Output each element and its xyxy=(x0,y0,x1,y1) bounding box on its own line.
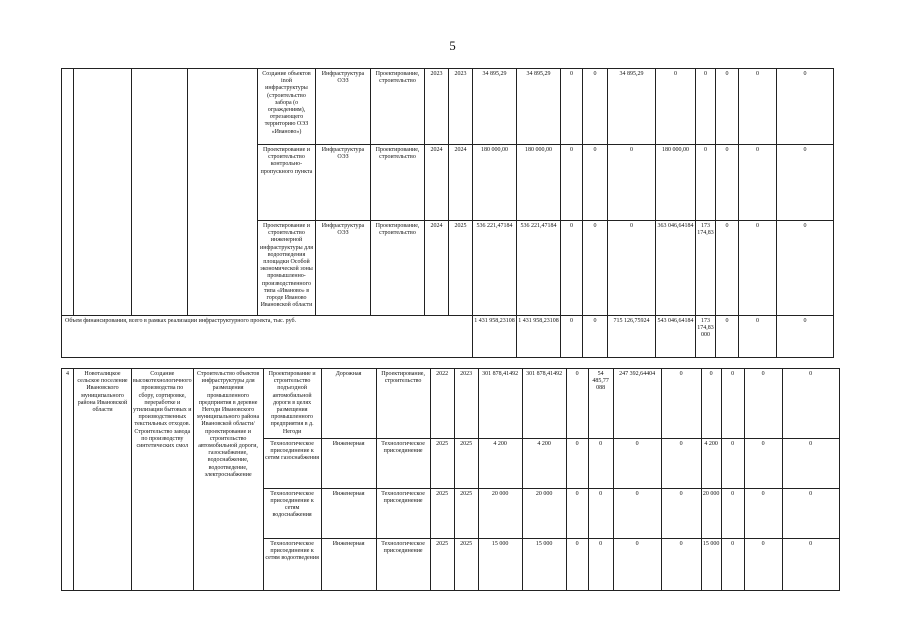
work-cell: Проектирование, строительство xyxy=(371,69,425,145)
value-cell: 0 xyxy=(656,69,696,145)
value-cell: 0 xyxy=(696,69,716,145)
value-cell: 0 xyxy=(716,221,739,316)
value-cell: 34 895,29 xyxy=(608,69,656,145)
value-cell: 0 xyxy=(777,145,834,221)
value-cell: 0 xyxy=(613,488,661,538)
value-cell: 20 000 xyxy=(478,488,522,538)
value-cell: 4 200 xyxy=(522,438,566,488)
value-cell: 0 xyxy=(583,316,608,358)
value-cell: 536 221,47184 xyxy=(473,221,517,316)
value-cell: 20 000 xyxy=(522,488,566,538)
page-number: 5 xyxy=(449,38,456,53)
value-cell: 15 000 xyxy=(522,538,566,590)
value-cell: 0 xyxy=(782,438,839,488)
value-cell: 0 xyxy=(716,69,739,145)
year-end-cell: 2025 xyxy=(454,538,478,590)
value-cell: 0 xyxy=(716,316,739,358)
value-cell: 180 000,00 xyxy=(517,145,561,221)
object-cell: Технологическое присоединение к сетям водоотведения xyxy=(263,538,321,590)
value-cell: 0 xyxy=(696,145,716,221)
year-start-cell: 2023 xyxy=(425,69,449,145)
num-cell xyxy=(62,69,74,316)
value-cell: 0 xyxy=(661,438,701,488)
project-cell: Создание высокотехнологичного производства по сбору, сортировке, переработке и утилизации бытовых и производственных текстильных отходов. Строительство завода по производству синтетических смол xyxy=(132,369,194,591)
value-cell: 0 xyxy=(583,221,608,316)
value-cell: 0 xyxy=(782,488,839,538)
municipality-cell xyxy=(74,69,132,316)
value-cell: 0 xyxy=(561,69,583,145)
type-cell: Инфраструктура ОЭЗ xyxy=(316,221,371,316)
value-cell: 0 xyxy=(777,221,834,316)
value-cell: 0 xyxy=(608,145,656,221)
value-cell: 0 xyxy=(613,438,661,488)
year-end-cell: 2023 xyxy=(449,69,473,145)
value-cell: 0 xyxy=(661,488,701,538)
value-cell: 0 xyxy=(583,69,608,145)
object-cell: Создание объектов inой инфраструктуры (строительство забора (о ограждениям), отрезающего территорию ОЭЗ «Иваново») xyxy=(258,69,316,145)
object-cell: Проектирование и строительство контрольно-пропускного пункта xyxy=(258,145,316,221)
year-start-cell: 2022 xyxy=(430,369,454,439)
value-cell: 0 xyxy=(721,369,744,439)
work-cell: Проектирование, строительство xyxy=(371,221,425,316)
work-cell: Проектирование, строительство xyxy=(376,369,430,439)
value-cell: 15 000 xyxy=(701,538,721,590)
value-cell: 0 xyxy=(561,145,583,221)
value-cell: 0 xyxy=(721,488,744,538)
year-end-cell: 2025 xyxy=(449,221,473,316)
table-row xyxy=(62,369,840,439)
type-cell: Инженерная xyxy=(321,488,376,538)
value-cell: 0 xyxy=(782,538,839,590)
value-cell: 543 046,64184 xyxy=(656,316,696,358)
project-cell xyxy=(132,69,188,316)
type-cell: Инженерная xyxy=(321,438,376,488)
value-cell: 15 000 xyxy=(478,538,522,590)
year-end-cell: 2025 xyxy=(454,488,478,538)
value-cell: 0 xyxy=(613,538,661,590)
value-cell: 0 xyxy=(716,145,739,221)
value-cell: 4 200 xyxy=(701,438,721,488)
value-cell: 173 174,83 xyxy=(696,221,716,316)
value-cell: 54 485,77 088 xyxy=(588,369,613,439)
value-cell: 180 000,00 xyxy=(656,145,696,221)
object-cell: Проектирование и строительство подъездной автомобильной дороги в целях размещения промышленного предприятия в д. Негоди xyxy=(263,369,321,439)
value-cell: 173 174,83 000 xyxy=(696,316,716,358)
value-cell: 0 xyxy=(701,369,721,439)
year-end-cell: 2024 xyxy=(449,145,473,221)
work-cell: Технологическое присоединение xyxy=(376,488,430,538)
value-cell: 0 xyxy=(588,438,613,488)
value-cell: 301 878,41492 xyxy=(522,369,566,439)
value-cell: 0 xyxy=(608,221,656,316)
num-cell: 4 xyxy=(62,369,74,591)
value-cell: 0 xyxy=(744,369,782,439)
object-cell: Проектирование и строительство инженерной инфраструктуры для водоотведения площадки Особой экономической зоны промышленно-производственного типа «Иваново» в городе Иваново Ивановской области xyxy=(258,221,316,316)
value-cell: 0 xyxy=(566,369,588,439)
type-cell: Инфраструктура ОЭЗ xyxy=(316,69,371,145)
value-cell: 34 895,29 xyxy=(517,69,561,145)
infrastructure-table-project-4 xyxy=(61,368,840,591)
year-end-cell: 2025 xyxy=(454,438,478,488)
value-cell: 0 xyxy=(739,145,777,221)
value-cell: 363 046,64184 xyxy=(656,221,696,316)
value-cell: 0 xyxy=(777,69,834,145)
infrastructure-table-continued xyxy=(61,68,834,358)
work-cell: Технологическое присоединение xyxy=(376,538,430,590)
value-cell: 0 xyxy=(782,369,839,439)
value-cell: 0 xyxy=(744,538,782,590)
value-cell: 1 431 958,23108 xyxy=(517,316,561,358)
work-cell: Технологическое присоединение xyxy=(376,438,430,488)
value-cell: 0 xyxy=(777,316,834,358)
value-cell: 0 xyxy=(744,488,782,538)
year-start-cell: 2024 xyxy=(425,145,449,221)
infra-project-cell: Строительство объектов инфраструктуры для размещения промышленного предприятия в деревне Негоди Ивановского муниципального района Ивановской области/проектирование и строительство автомобильной дороги, газоснабжение, водоснабжение, водоотведение, электроснабжение xyxy=(193,369,263,591)
value-cell: 20 000 xyxy=(701,488,721,538)
value-cell: 0 xyxy=(661,538,701,590)
year-start-cell: 2025 xyxy=(430,438,454,488)
value-cell: 0 xyxy=(721,438,744,488)
value-cell: 247 392,64404 xyxy=(613,369,661,439)
municipality-cell: Новоталицкое сельское поселение Ивановского муниципального района Ивановской области xyxy=(74,369,132,591)
value-cell: 0 xyxy=(661,369,701,439)
value-cell: 0 xyxy=(721,538,744,590)
value-cell: 0 xyxy=(739,316,777,358)
value-cell: 0 xyxy=(566,488,588,538)
year-end-cell: 2023 xyxy=(454,369,478,439)
value-cell: 0 xyxy=(561,316,583,358)
value-cell: 0 xyxy=(561,221,583,316)
type-cell: Дорожная xyxy=(321,369,376,439)
total-row xyxy=(62,316,834,358)
value-cell: 0 xyxy=(588,538,613,590)
year-start-cell: 2025 xyxy=(430,488,454,538)
value-cell: 715 126,75924 xyxy=(608,316,656,358)
table-row xyxy=(62,69,834,145)
value-cell: 0 xyxy=(583,145,608,221)
value-cell: 0 xyxy=(588,488,613,538)
object-cell: Технологическое присоединение к сетям газоснабжения xyxy=(263,438,321,488)
work-cell: Проектирование, строительство xyxy=(371,145,425,221)
type-cell: Инженерная xyxy=(321,538,376,590)
type-cell: Инфраструктура ОЭЗ xyxy=(316,145,371,221)
year-start-cell: 2024 xyxy=(425,221,449,316)
value-cell: 536 221,47184 xyxy=(517,221,561,316)
value-cell: 1 431 958,23108 xyxy=(473,316,517,358)
value-cell: 0 xyxy=(566,438,588,488)
value-cell: 34 895,29 xyxy=(473,69,517,145)
value-cell: 180 000,00 xyxy=(473,145,517,221)
value-cell: 301 878,41492 xyxy=(478,369,522,439)
total-label: Объем финансирования, всего в рамках реализации инфраструктурного проекта, тыс. руб. xyxy=(62,316,473,358)
infra-project-cell xyxy=(188,69,258,316)
value-cell: 0 xyxy=(739,221,777,316)
value-cell: 0 xyxy=(566,538,588,590)
object-cell: Технологическое присоединение к сетям водоснабжения xyxy=(263,488,321,538)
value-cell: 4 200 xyxy=(478,438,522,488)
value-cell: 0 xyxy=(744,438,782,488)
year-start-cell: 2025 xyxy=(430,538,454,590)
value-cell: 0 xyxy=(739,69,777,145)
